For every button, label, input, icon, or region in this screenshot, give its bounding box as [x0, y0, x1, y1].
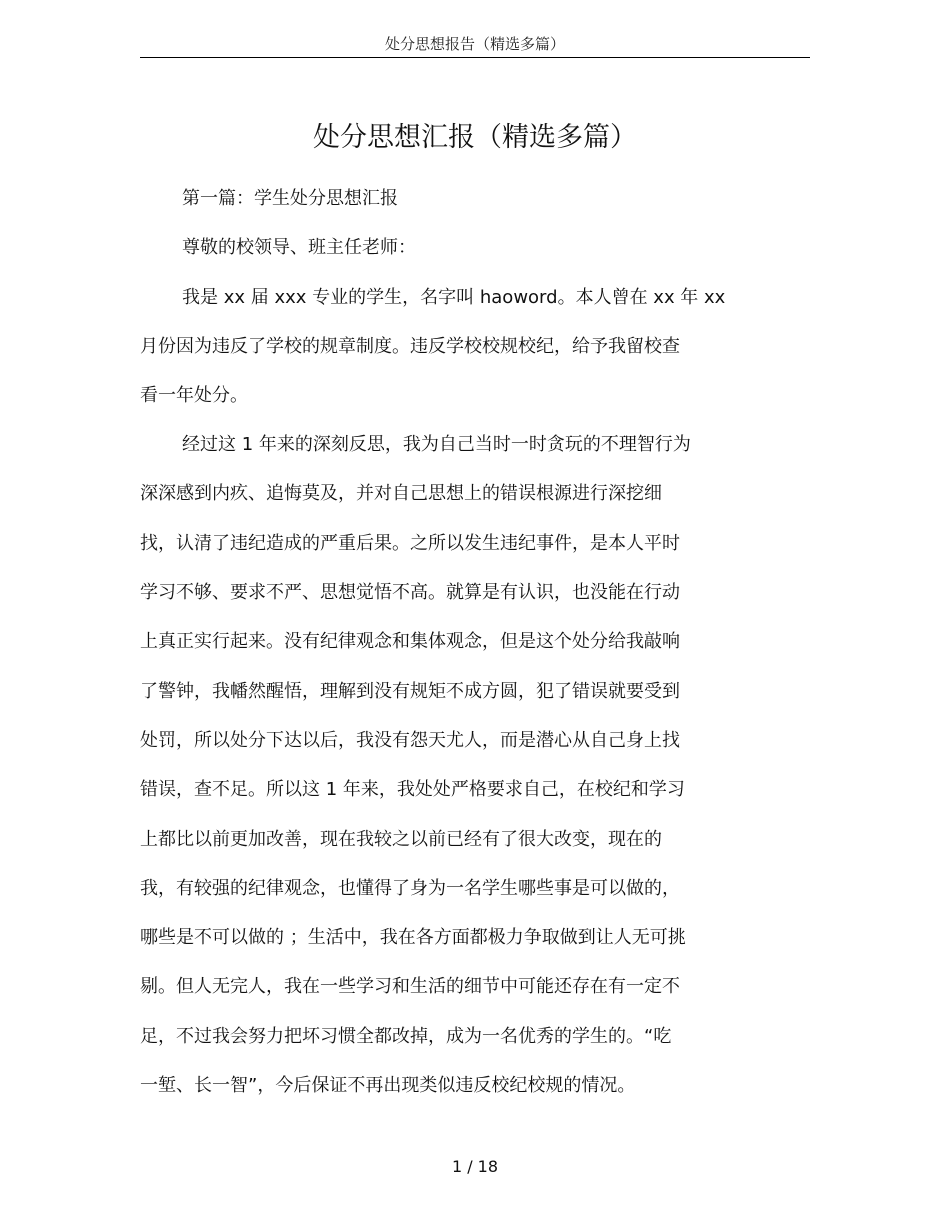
body-line: 经过这 1 年来的深刻反思，我为自己当时一时贪玩的不理智行为 — [182, 434, 691, 455]
body-line: 我是 xx 届 xxx 专业的学生，名字叫 haoword。本人曾在 xx 年 xx — [182, 287, 726, 308]
section-heading: 第一篇：学生处分思想汇报 — [182, 188, 398, 209]
body-line: 哪些是不可以做的 ；生活中，我在各方面都极力争取做到让人无可挑 — [140, 927, 686, 948]
body-line: 足，不过我会努力把坏习惯全都改掉，成为一名优秀的学生的。“吃 — [140, 1026, 672, 1047]
body-line: 上真正实行起来。没有纪律观念和集体观念，但是这个处分给我敲响 — [140, 631, 680, 652]
body-line: 上都比以前更加改善，现在我较之以前已经有了很大改变，现在的 — [140, 829, 662, 850]
body-line: 剔。但人无完人，我在一些学习和生活的细节中可能还存在有一定不 — [140, 976, 680, 997]
salutation: 尊敬的校领导、班主任老师： — [182, 237, 416, 258]
body-line: 月份因为违反了学校的规章制度。违反学校校规校纪，给予我留校查 — [140, 336, 680, 357]
body-line: 了警钟，我幡然醒悟，理解到没有规矩不成方圆，犯了错误就要受到 — [140, 681, 680, 702]
body-line: 错误，查不足。所以这 1 年来，我处处严格要求自己，在校纪和学习 — [140, 779, 685, 800]
document-title: 处分思想汇报（精选多篇） — [313, 122, 637, 153]
body-line: 我，有较强的纪律观念，也懂得了身为一名学生哪些事是可以做的， — [140, 878, 680, 899]
body-line: 找，认清了违纪造成的严重后果。之所以发生违纪事件，是本人平时 — [140, 533, 680, 554]
body-line: 看一年处分。 — [140, 385, 248, 406]
body-line: 处罚，所以处分下达以后，我没有怨天尤人，而是潜心从自己身上找 — [140, 730, 680, 751]
body-line: 深深感到内疚、追悔莫及，并对自己思想上的错误根源进行深挖细 — [140, 483, 662, 504]
page-number: 1 / 18 — [451, 1157, 499, 1176]
running-header: 处分思想报告（精选多篇） — [384, 35, 565, 53]
header-rule — [140, 57, 810, 58]
body-line: 学习不够、要求不严、思想觉悟不高。就算是有认识，也没能在行动 — [140, 582, 680, 603]
body-line: 一堑、长一智”，今后保证不再出现类似违反校纪校规的情况。 — [140, 1075, 636, 1096]
